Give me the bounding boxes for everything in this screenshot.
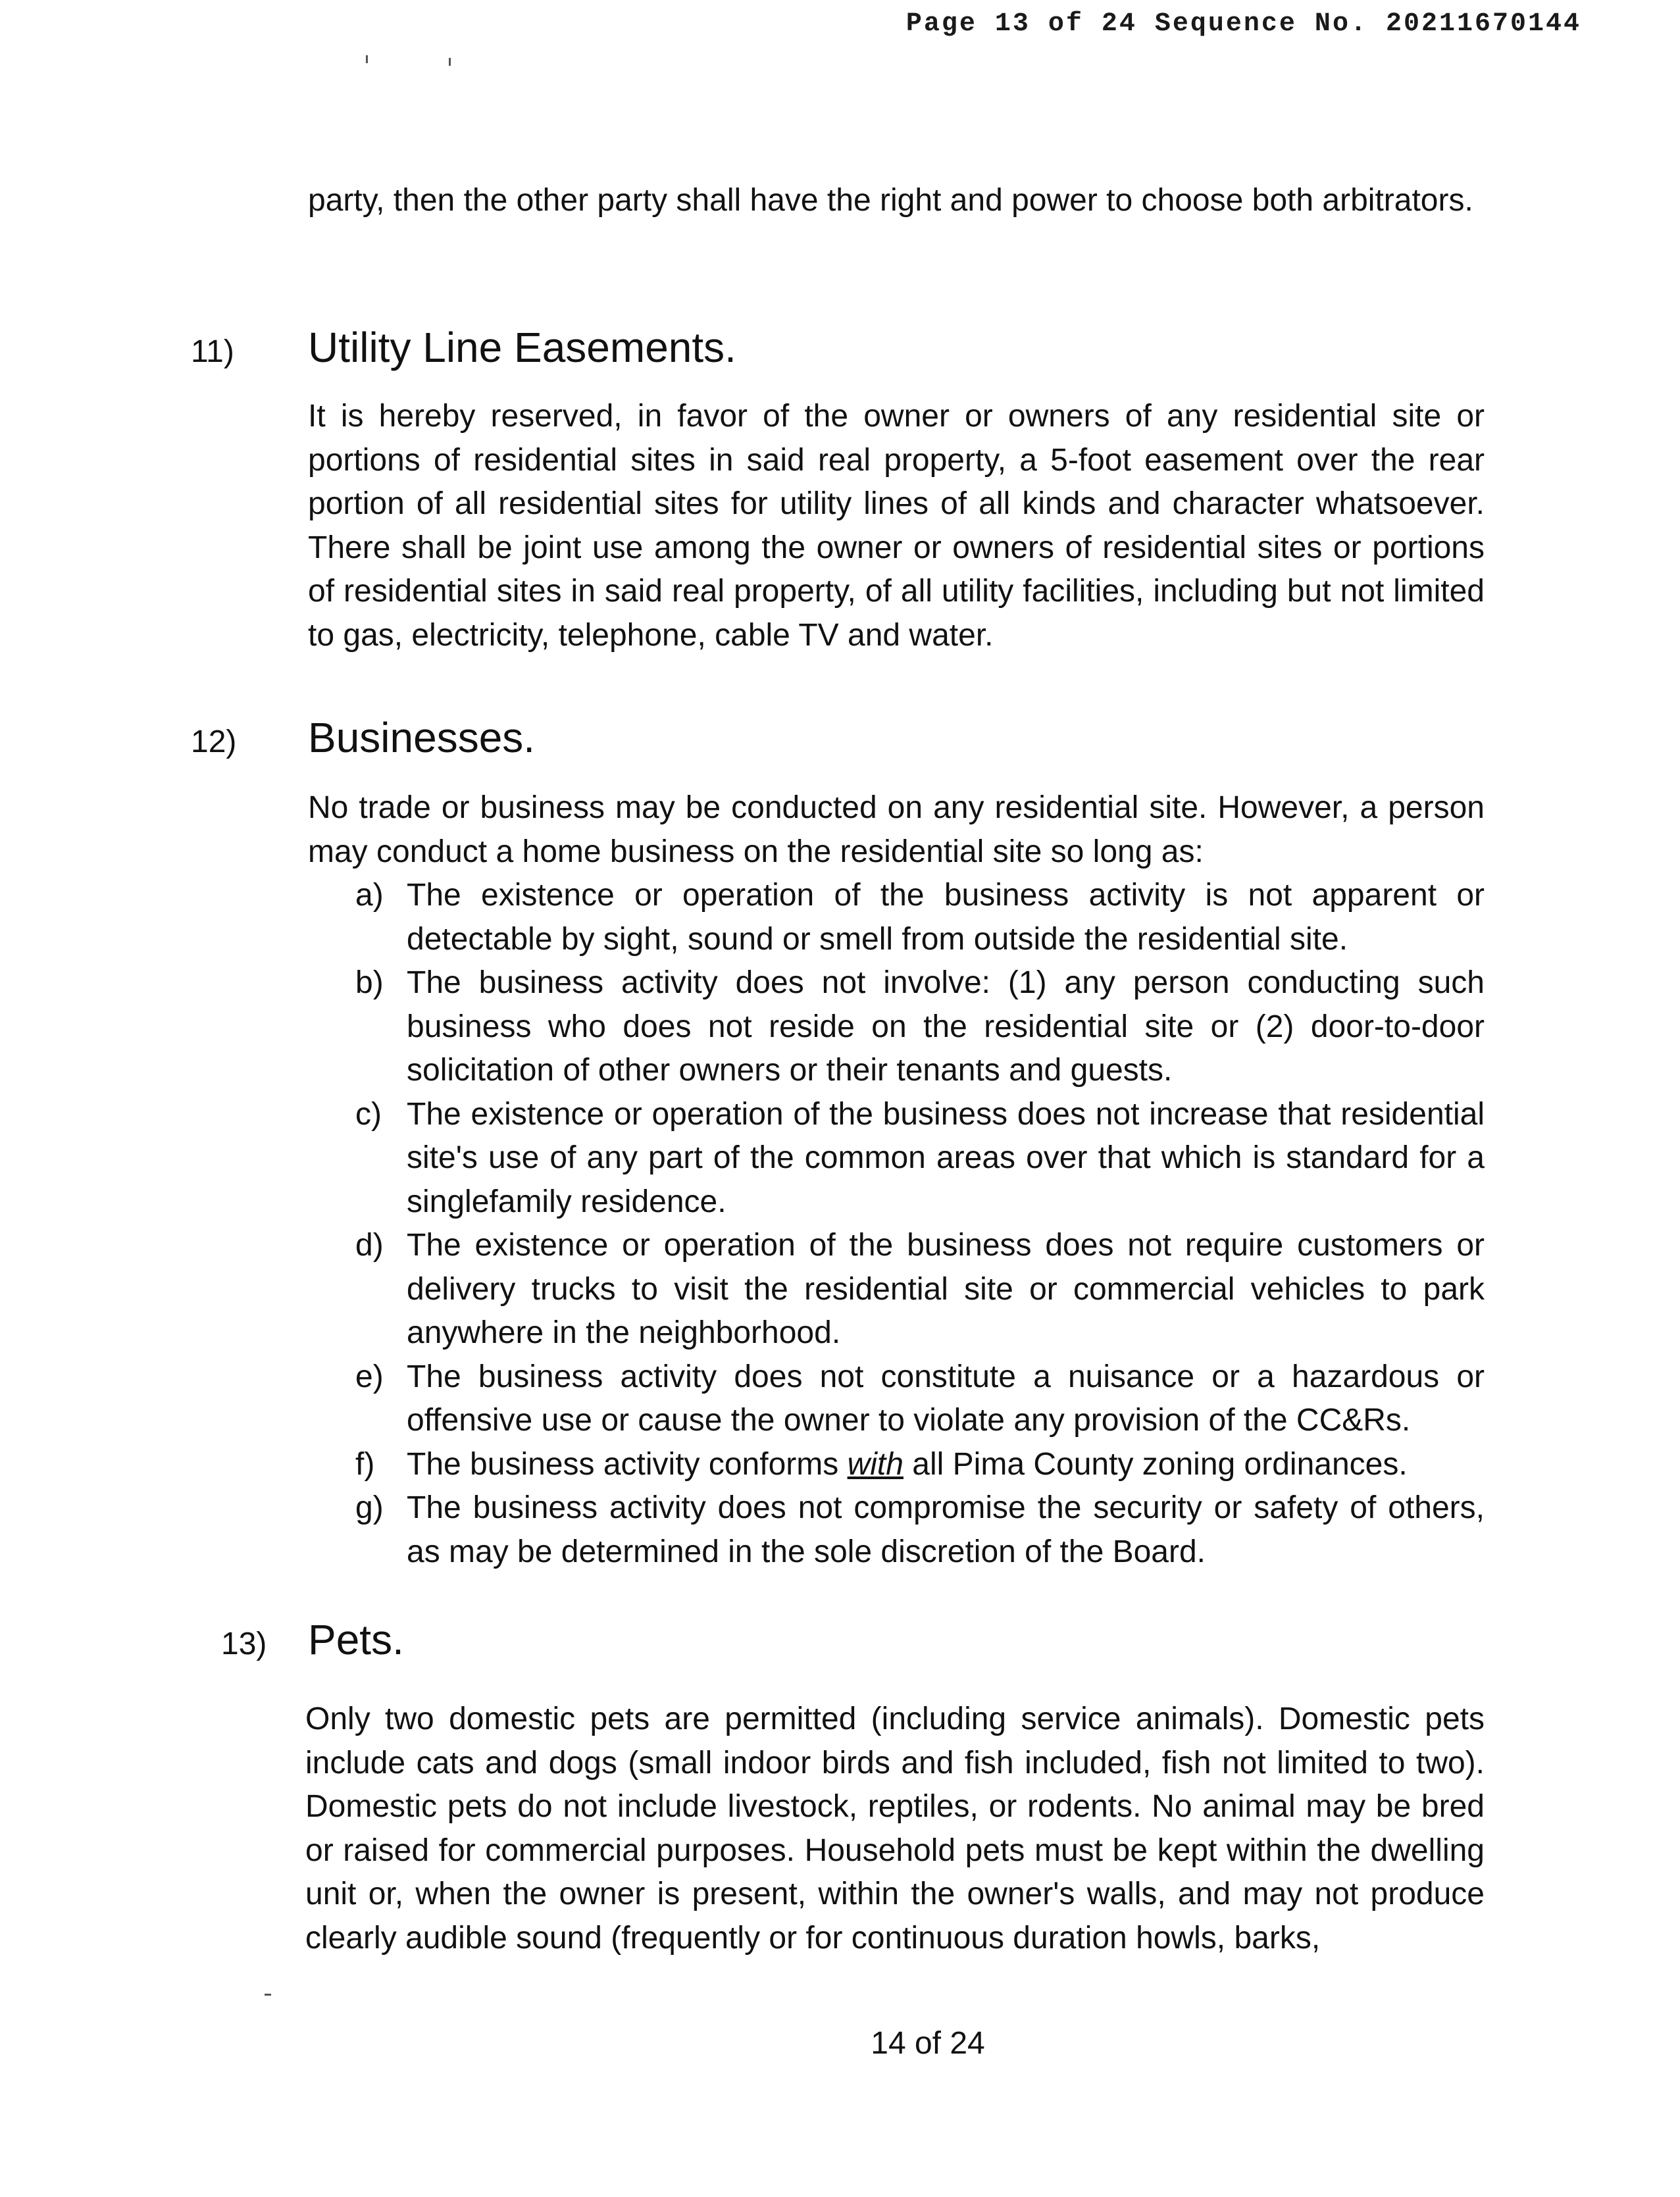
section-title: Utility Line Easements.	[308, 324, 736, 371]
section-12-body-block	[308, 786, 1485, 1574]
list-item	[308, 1093, 1485, 1225]
section-number: 12)	[191, 724, 237, 759]
scan-speck	[366, 55, 368, 63]
list-item-text: The existence or operation of the business does not require customers or delivery trucks to visit the residential site or commercial vehicles to park anywhere in the neighborhood.	[407, 1228, 1485, 1350]
list-item	[308, 1355, 1485, 1443]
section-12-intro: No trade or business may be conducted on any residential site. However, a person may conduct a home business on the residential site so long as:	[308, 790, 1485, 869]
section-13-heading	[221, 1613, 404, 1671]
list-marker: f)	[355, 1446, 375, 1482]
list-item-text: The existence or operation of the business does not increase that residential site's use of any part of the common areas over that which is standard for a singlefamily residence.	[407, 1096, 1485, 1219]
intro-paragraph: party, then the other party shall have the right and power to choose both arbitrators.	[308, 183, 1473, 218]
list-item-text: The existence or operation of the business activity is not apparent or detectable by sight, sound or smell from outside the residential site.	[407, 878, 1485, 957]
section-number: 13)	[221, 1627, 267, 1661]
page-number-footer: 14 of 24	[871, 2026, 985, 2061]
section-13-body-block	[305, 1698, 1485, 1960]
list-item-text: The business activity does not constitute a nuisance or a hazardous or offensive use or cause the owner to violate any provision of the CC&Rs.	[407, 1359, 1485, 1438]
intro-paragraph-block	[308, 179, 1485, 223]
list-marker: b)	[355, 965, 384, 1000]
section-11-heading	[191, 321, 736, 378]
section-11-body-block	[308, 395, 1485, 657]
section-11-body: It is hereby reserved, in favor of the owner or owners of any residential site or portions of residential sites in said real property, a 5-foot easement over the rear portion of all residential sites for utility lines of all kinds and character whatsoever. There shall be joint use among the owner or owners of residential sites or portions of residential sites in said real property, of all utility facilities, including but not limited to gas, electricity, telephone, cable TV and water.	[308, 399, 1485, 653]
list-marker: g)	[355, 1490, 384, 1525]
emphasized-word: with	[847, 1446, 904, 1482]
list-marker: e)	[355, 1359, 384, 1394]
list-item-text: The business activity does not involve: (1) any person conducting such business who does not reside on the residential site or (2) door-to-door solicitation of other owners or their tenants and guests.	[407, 965, 1485, 1088]
list-marker: d)	[355, 1228, 384, 1263]
list-marker: a)	[355, 878, 384, 913]
scan-speck	[449, 58, 451, 66]
list-item-text-after: all Pima County zoning ordinances.	[912, 1446, 1408, 1482]
list-item	[308, 961, 1485, 1093]
list-item-text-before: The business activity conforms	[407, 1446, 839, 1482]
business-conditions-list	[308, 874, 1485, 1574]
list-item	[308, 1443, 1485, 1487]
sequence-header: Page 13 of 24 Sequence No. 20211670144	[905, 9, 1581, 39]
section-title: Businesses.	[308, 714, 536, 761]
scan-speck	[265, 1994, 271, 1996]
list-item	[308, 874, 1485, 961]
section-12-heading	[191, 711, 535, 769]
list-item	[308, 1486, 1485, 1574]
list-item-text: The business activity does not compromise the security or safety of others, as may be determined in the sole discretion of the Board.	[407, 1490, 1485, 1569]
section-13-body: Only two domestic pets are permitted (including service animals). Domestic pets include cats and dogs (small indoor birds and fish included, fish not limited to two). Domestic pets do not include livestock, reptiles, or rodents. No animal may be bred or raised for commercial purposes. Household pets must be kept within the dwelling unit or, when the owner is present, within the owner's walls, and may not produce clearly audible sound (frequently or for continuous duration howls, barks,	[305, 1702, 1485, 1956]
section-title: Pets.	[308, 1616, 404, 1663]
list-item	[308, 1224, 1485, 1355]
section-number: 11)	[191, 334, 234, 369]
list-marker: c)	[355, 1096, 382, 1132]
